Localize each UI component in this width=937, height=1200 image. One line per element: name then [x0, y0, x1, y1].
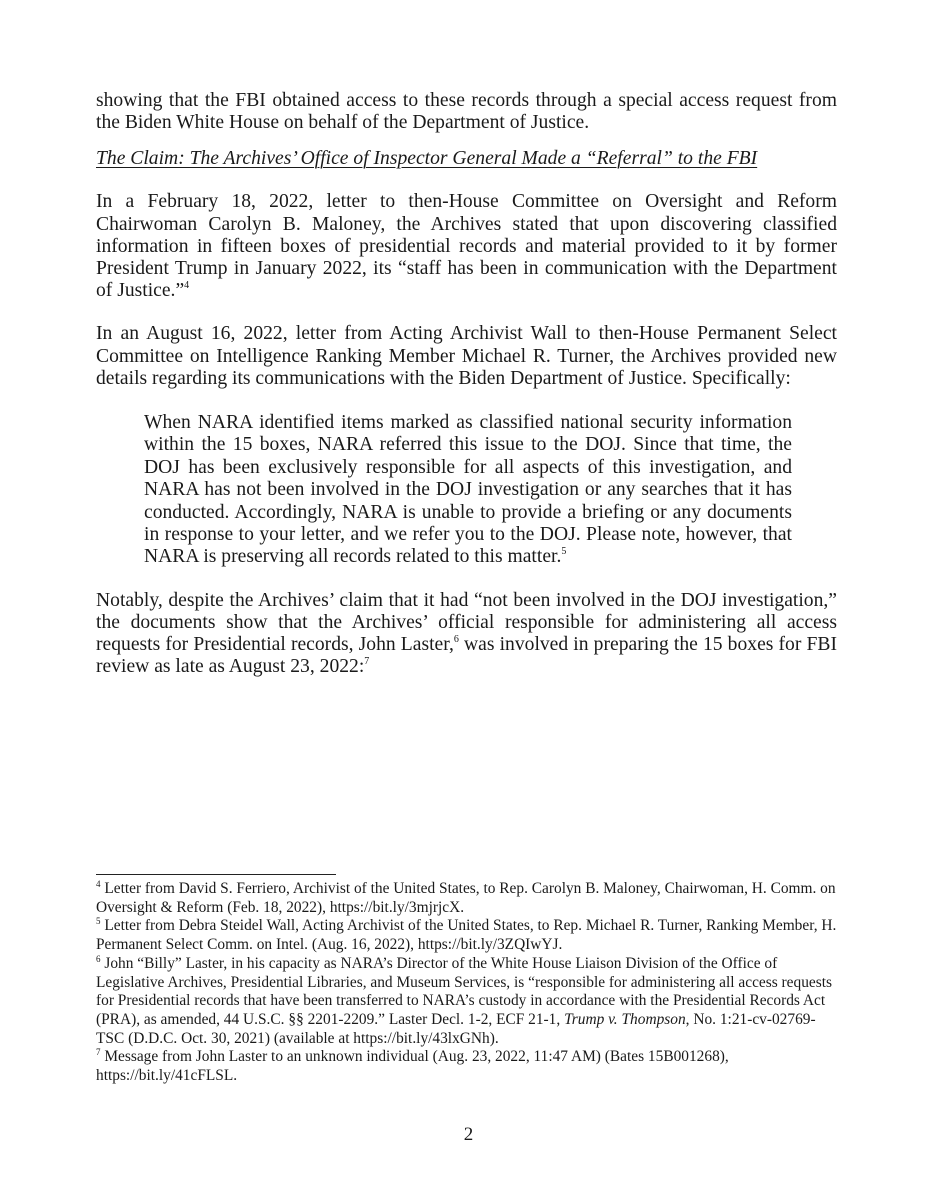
closing-paragraph [96, 590, 837, 679]
closing-text-part1: Notably, despite the Archives’ claim that it had “not been involved in the DOJ investigation,” the documents show that the Archives’ official responsible for administering all access requests for Presidential records, John Laster, [96, 589, 837, 656]
footnote-ref-7[interactable]: 7 [364, 656, 370, 668]
footnote-ref-6[interactable]: 6 [453, 634, 459, 646]
intro-paragraph: showing that the FBI obtained access to these records through a special access request from the Biden White House on behalf of the Department of Justice. [96, 90, 837, 134]
footnote-5 [96, 917, 837, 954]
paragraph-february-letter [96, 191, 837, 302]
closing-text-part2: was involved in preparing the 15 boxes for FBI review as late as August 23, 2022: [96, 634, 837, 678]
footnote-number: 6 [96, 953, 101, 964]
footnote-text: Letter from Debra Steidel Wall, Acting Archivist of the United States, to Rep. Michael R. Turner, Ranking Member, H. Permanent Select Comm. on Intel. (Aug. 16, 2022), https://bit.ly/3ZQIwYJ. [96, 917, 837, 954]
footnote-ref-4[interactable]: 4 [184, 280, 190, 292]
footnote-text: , No. 1:21-cv-02769-TSC (D.D.C. Oct. 30, 2021) (available at https://bit.ly/43lxGNh). [96, 1010, 816, 1047]
footnote-text: Message from John Laster to an unknown individual (Aug. 23, 2022, 11:47 AM) (Bates 15B001268), https://bit.ly/41cFLSL. [96, 1048, 729, 1085]
page-number: 2 [463, 1124, 474, 1145]
case-name: Trump v. Thompson [564, 1010, 686, 1028]
paragraph-text: In a February 18, 2022, letter to then-House Committee on Oversight and Reform Chairwoman Carolyn B. Maloney, the Archives stated that upon discovering classified information in fifteen boxes of presidential records and material provided to it by former President Trump in January 2022, its “staff has been in communication with the Department of Justice.” [96, 191, 837, 302]
block-quote [144, 412, 792, 569]
footnote-text: John “Billy” Laster, in his capacity as NARA’s Director of the White House Liaison Division of the Office of Legislative Archives, Presidential Libraries, and Museum Services, is “responsible for administering all access requests for Presidential records that have been transferred to NARA’s custody in accordance with the Presidential Records Act (PRA), as amended, 44 U.S.C. §§ 2201-2209.” Laster Decl. 1-2, ECF 21-1, [96, 954, 832, 1028]
footnotes-section [96, 880, 837, 1086]
footnote-6 [96, 955, 837, 1049]
footnote-ref-5[interactable]: 5 [561, 546, 567, 558]
section-heading: The Claim: The Archives’ Office of Inspector General Made a “Referral” to the FBI [96, 148, 758, 170]
document-body [96, 90, 837, 679]
footnote-text: Letter from David S. Ferriero, Archivist of the United States, to Rep. Carolyn B. Maloney, Chairwoman, H. Comm. on Oversight & Reform (Feb. 18, 2022), https://bit.ly/3mjrjcX. [96, 880, 836, 916]
footnote-number: 7 [96, 1047, 101, 1058]
footnote-7 [96, 1048, 837, 1085]
footnote-number: 5 [96, 916, 101, 927]
footnote-number: 4 [96, 879, 101, 889]
footnote-divider [96, 874, 336, 875]
footnote-4 [96, 880, 837, 917]
block-quote-text: When NARA identified items marked as classified national security information within the 15 boxes, NARA referred this issue to the DOJ. Since that time, the DOJ has been exclusively responsible for all aspects of this investigation, and NARA has not been involved in the DOJ investigation or any searches that it has conducted. Accordingly, NARA is unable to provide a briefing or any documents in response to your letter, and we refer you to the DOJ. Please note, however, that NARA is preserving all records related to this matter. [144, 412, 792, 568]
paragraph-august-letter: In an August 16, 2022, letter from Acting Archivist Wall to then-House Permanent Select Committee on Intelligence Ranking Member Michael R. Turner, the Archives provided new details regarding its communications with the Biden Department of Justice. Specifically: [96, 323, 837, 389]
